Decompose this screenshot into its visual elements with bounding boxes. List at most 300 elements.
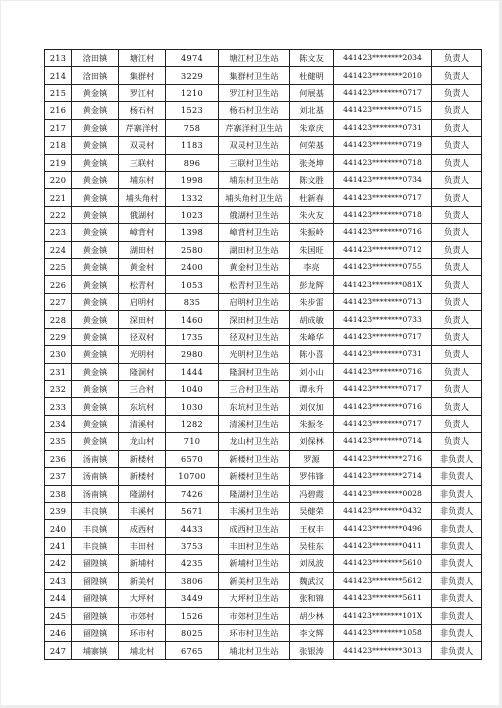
population-cell: 1023 xyxy=(166,206,219,223)
town-cell: 浛田镇 xyxy=(72,50,119,67)
row-number: 233 xyxy=(45,398,72,415)
town-cell: 黄金镇 xyxy=(72,241,119,258)
person-name-cell: 张银涛 xyxy=(290,642,334,659)
role-cell: 非负责人 xyxy=(432,624,482,641)
person-name-cell: 罗伟锋 xyxy=(290,468,334,485)
population-cell: 2400 xyxy=(166,259,219,276)
village-cell: 东坑村 xyxy=(119,398,166,415)
row-number: 219 xyxy=(45,154,72,171)
station-cell: 隆湖村卫生站 xyxy=(219,485,290,502)
population-cell: 3753 xyxy=(166,537,219,554)
table-row xyxy=(45,84,482,101)
document-page xyxy=(1,1,499,705)
station-cell: 湖田村卫生站 xyxy=(219,241,290,258)
town-cell: 黄金镇 xyxy=(72,224,119,241)
role-cell: 非负责人 xyxy=(432,502,482,519)
village-cell: 埔头角村 xyxy=(119,189,166,206)
person-name-cell: 谭永升 xyxy=(290,381,334,398)
role-cell: 非负责人 xyxy=(432,450,482,467)
id-number-cell: 441423********2714 xyxy=(334,468,432,485)
population-cell: 1398 xyxy=(166,224,219,241)
table-row xyxy=(45,102,482,119)
population-cell: 896 xyxy=(166,154,219,171)
table-row xyxy=(45,502,482,519)
town-cell: 黄金镇 xyxy=(72,119,119,136)
village-cell: 深田村 xyxy=(119,311,166,328)
village-cell: 埔北村 xyxy=(119,642,166,659)
station-cell: 清溪村卫生站 xyxy=(219,415,290,432)
table-row xyxy=(45,119,482,136)
village-cell: 新楼村 xyxy=(119,468,166,485)
station-cell: 大坪村卫生站 xyxy=(219,590,290,607)
town-cell: 黄金镇 xyxy=(72,276,119,293)
row-number: 215 xyxy=(45,84,72,101)
id-number-cell: 441423********0718 xyxy=(334,154,432,171)
town-cell: 黄金镇 xyxy=(72,137,119,154)
id-number-cell: 441423********0411 xyxy=(334,537,432,554)
population-cell: 1444 xyxy=(166,363,219,380)
village-cell: 光明村 xyxy=(119,346,166,363)
role-cell: 负责人 xyxy=(432,328,482,345)
id-number-cell: 441423********0731 xyxy=(334,346,432,363)
row-number: 234 xyxy=(45,415,72,432)
population-cell: 1282 xyxy=(166,415,219,432)
id-number-cell: 441423********0713 xyxy=(334,293,432,310)
village-cell: 清溪村 xyxy=(119,415,166,432)
role-cell: 非负责人 xyxy=(432,485,482,502)
population-cell: 4235 xyxy=(166,555,219,572)
id-number-cell: 441423********0719 xyxy=(334,137,432,154)
role-cell: 负责人 xyxy=(432,381,482,398)
population-cell: 3449 xyxy=(166,590,219,607)
id-number-cell: 441423********0717 xyxy=(334,415,432,432)
id-number-cell: 441423********0028 xyxy=(334,485,432,502)
role-cell: 负责人 xyxy=(432,206,482,223)
population-cell: 4433 xyxy=(166,520,219,537)
role-cell: 负责人 xyxy=(432,415,482,432)
station-cell: 新楼村卫生站 xyxy=(219,468,290,485)
id-number-cell: 441423********0715 xyxy=(334,102,432,119)
station-cell: 埔北村卫生站 xyxy=(219,642,290,659)
town-cell: 丰良镇 xyxy=(72,502,119,519)
row-number: 218 xyxy=(45,137,72,154)
role-cell: 负责人 xyxy=(432,398,482,415)
row-number: 237 xyxy=(45,468,72,485)
table-row xyxy=(45,311,482,328)
row-number: 244 xyxy=(45,590,72,607)
id-number-cell: 441423********0733 xyxy=(334,311,432,328)
row-number: 217 xyxy=(45,119,72,136)
row-number: 240 xyxy=(45,520,72,537)
person-name-cell: 冯碧霞 xyxy=(290,485,334,502)
town-cell: 浛田镇 xyxy=(72,67,119,84)
role-cell: 非负责人 xyxy=(432,520,482,537)
station-cell: 启明村卫生站 xyxy=(219,293,290,310)
station-cell: 三联村卫生站 xyxy=(219,154,290,171)
person-name-cell: 胡少林 xyxy=(290,607,334,624)
town-cell: 黄金镇 xyxy=(72,415,119,432)
person-name-cell: 朱火友 xyxy=(290,206,334,223)
village-cell: 大坪村 xyxy=(119,590,166,607)
village-cell: 丰田村 xyxy=(119,537,166,554)
role-cell: 负责人 xyxy=(432,311,482,328)
role-cell: 负责人 xyxy=(432,84,482,101)
table-row xyxy=(45,468,482,485)
person-name-cell: 张尧坤 xyxy=(290,154,334,171)
station-cell: 埔东村卫生站 xyxy=(219,171,290,188)
station-cell: 埔头角村卫生站 xyxy=(219,189,290,206)
row-number: 228 xyxy=(45,311,72,328)
town-cell: 汤南镇 xyxy=(72,468,119,485)
id-number-cell: 441423********0716 xyxy=(334,398,432,415)
person-name-cell: 杜新春 xyxy=(290,189,334,206)
row-number: 214 xyxy=(45,67,72,84)
station-cell: 俄湖村卫生站 xyxy=(219,206,290,223)
person-name-cell: 朱国旺 xyxy=(290,241,334,258)
id-number-cell: 441423********2034 xyxy=(334,50,432,67)
station-cell: 松青村卫生站 xyxy=(219,276,290,293)
station-cell: 东坑村卫生站 xyxy=(219,398,290,415)
id-number-cell: 441423********1058 xyxy=(334,624,432,641)
population-cell: 6570 xyxy=(166,450,219,467)
table-row xyxy=(45,590,482,607)
town-cell: 黄金镇 xyxy=(72,381,119,398)
row-number: 245 xyxy=(45,607,72,624)
row-number: 243 xyxy=(45,572,72,589)
role-cell: 负责人 xyxy=(432,363,482,380)
table-row xyxy=(45,171,482,188)
id-number-cell: 441423********0496 xyxy=(334,520,432,537)
person-name-cell: 何荣基 xyxy=(290,137,334,154)
population-cell: 1523 xyxy=(166,102,219,119)
table-row xyxy=(45,381,482,398)
role-cell: 非负责人 xyxy=(432,590,482,607)
town-cell: 黄金镇 xyxy=(72,259,119,276)
id-number-cell: 441423********0716 xyxy=(334,224,432,241)
town-cell: 留隍镇 xyxy=(72,572,119,589)
village-cell: 隆湖村 xyxy=(119,485,166,502)
station-cell: 三合村卫生站 xyxy=(219,381,290,398)
person-name-cell: 朱章庆 xyxy=(290,119,334,136)
row-number: 238 xyxy=(45,485,72,502)
person-name-cell: 魏武汉 xyxy=(290,572,334,589)
row-number: 224 xyxy=(45,241,72,258)
town-cell: 留隍镇 xyxy=(72,624,119,641)
village-cell: 嶂背村 xyxy=(119,224,166,241)
population-cell: 1030 xyxy=(166,398,219,415)
town-cell: 黄金镇 xyxy=(72,311,119,328)
id-number-cell: 441423********081X xyxy=(334,276,432,293)
person-name-cell: 刘北基 xyxy=(290,102,334,119)
village-cell: 黄金村 xyxy=(119,259,166,276)
role-cell: 负责人 xyxy=(432,189,482,206)
village-cell: 三联村 xyxy=(119,154,166,171)
population-cell: 710 xyxy=(166,433,219,450)
table-row xyxy=(45,276,482,293)
person-name-cell: 何展基 xyxy=(290,84,334,101)
person-name-cell: 刘仅加 xyxy=(290,398,334,415)
town-cell: 留隍镇 xyxy=(72,607,119,624)
row-number: 239 xyxy=(45,502,72,519)
table-row xyxy=(45,154,482,171)
table-row xyxy=(45,346,482,363)
table-row xyxy=(45,450,482,467)
table-row xyxy=(45,485,482,502)
id-number-cell: 441423********0432 xyxy=(334,502,432,519)
station-cell: 嶂背村卫生站 xyxy=(219,224,290,241)
station-cell: 隆洞村卫生站 xyxy=(219,363,290,380)
id-number-cell: 441423********0716 xyxy=(334,363,432,380)
person-name-cell: 罗源 xyxy=(290,450,334,467)
id-number-cell: 441423********101X xyxy=(334,607,432,624)
village-cell: 芹寨洋村 xyxy=(119,119,166,136)
village-cell: 环市村 xyxy=(119,624,166,641)
village-cell: 集群村 xyxy=(119,67,166,84)
table-body xyxy=(45,50,482,660)
person-name-cell: 朱振岭 xyxy=(290,224,334,241)
role-cell: 非负责人 xyxy=(432,555,482,572)
town-cell: 丰良镇 xyxy=(72,520,119,537)
person-name-cell: 彭龙辉 xyxy=(290,276,334,293)
row-number: 242 xyxy=(45,555,72,572)
village-cell: 塘江村 xyxy=(119,50,166,67)
station-cell: 市郊村卫生站 xyxy=(219,607,290,624)
town-cell: 黄金镇 xyxy=(72,398,119,415)
table-row xyxy=(45,189,482,206)
row-number: 222 xyxy=(45,206,72,223)
station-cell: 黄金村卫生站 xyxy=(219,259,290,276)
row-number: 220 xyxy=(45,171,72,188)
person-name-cell: 朱峰华 xyxy=(290,328,334,345)
role-cell: 负责人 xyxy=(432,67,482,84)
population-cell: 758 xyxy=(166,119,219,136)
role-cell: 负责人 xyxy=(432,433,482,450)
station-cell: 新美村卫生站 xyxy=(219,572,290,589)
role-cell: 负责人 xyxy=(432,241,482,258)
table-row xyxy=(45,224,482,241)
population-cell: 7426 xyxy=(166,485,219,502)
table-row xyxy=(45,206,482,223)
row-number: 221 xyxy=(45,189,72,206)
role-cell: 负责人 xyxy=(432,259,482,276)
station-cell: 环市村卫生站 xyxy=(219,624,290,641)
population-cell: 6765 xyxy=(166,642,219,659)
row-number: 236 xyxy=(45,450,72,467)
village-cell: 隆洞村 xyxy=(119,363,166,380)
person-name-cell: 杜健明 xyxy=(290,67,334,84)
person-name-cell: 陈文友 xyxy=(290,50,334,67)
role-cell: 负责人 xyxy=(432,346,482,363)
person-name-cell: 李亮 xyxy=(290,259,334,276)
population-cell: 1040 xyxy=(166,381,219,398)
row-number: 226 xyxy=(45,276,72,293)
village-cell: 杨石村 xyxy=(119,102,166,119)
row-number: 230 xyxy=(45,346,72,363)
population-cell: 4974 xyxy=(166,50,219,67)
table-row xyxy=(45,241,482,258)
village-cell: 新美村 xyxy=(119,572,166,589)
village-cell: 双灵村 xyxy=(119,137,166,154)
station-cell: 集群村卫生站 xyxy=(219,67,290,84)
role-cell: 负责人 xyxy=(432,50,482,67)
row-number: 232 xyxy=(45,381,72,398)
row-number: 247 xyxy=(45,642,72,659)
id-number-cell: 441423********2010 xyxy=(334,67,432,84)
row-number: 213 xyxy=(45,50,72,67)
id-number-cell: 441423********3013 xyxy=(334,642,432,659)
person-name-cell: 刘保林 xyxy=(290,433,334,450)
town-cell: 留隍镇 xyxy=(72,590,119,607)
table-row xyxy=(45,607,482,624)
town-cell: 黄金镇 xyxy=(72,171,119,188)
row-number: 225 xyxy=(45,259,72,276)
table-row xyxy=(45,398,482,415)
population-cell: 1526 xyxy=(166,607,219,624)
id-number-cell: 441423********2716 xyxy=(334,450,432,467)
person-name-cell: 陈文胜 xyxy=(290,171,334,188)
role-cell: 负责人 xyxy=(432,137,482,154)
station-cell: 芹寨洋村卫生站 xyxy=(219,119,290,136)
role-cell: 负责人 xyxy=(432,154,482,171)
village-cell: 新埔村 xyxy=(119,555,166,572)
row-number: 216 xyxy=(45,102,72,119)
village-cell: 松青村 xyxy=(119,276,166,293)
table-row xyxy=(45,363,482,380)
id-number-cell: 441423********5612 xyxy=(334,572,432,589)
role-cell: 负责人 xyxy=(432,293,482,310)
role-cell: 负责人 xyxy=(432,102,482,119)
table-row xyxy=(45,433,482,450)
population-cell: 3229 xyxy=(166,67,219,84)
village-cell: 湖田村 xyxy=(119,241,166,258)
village-cell: 罗江村 xyxy=(119,84,166,101)
town-cell: 黄金镇 xyxy=(72,433,119,450)
station-cell: 新楼村卫生站 xyxy=(219,450,290,467)
population-cell: 2980 xyxy=(166,346,219,363)
role-cell: 非负责人 xyxy=(432,607,482,624)
row-number: 235 xyxy=(45,433,72,450)
station-cell: 光明村卫生站 xyxy=(219,346,290,363)
person-name-cell: 刘凤波 xyxy=(290,555,334,572)
id-number-cell: 441423********0734 xyxy=(334,171,432,188)
town-cell: 黄金镇 xyxy=(72,363,119,380)
population-cell: 835 xyxy=(166,293,219,310)
station-cell: 双灵村卫生站 xyxy=(219,137,290,154)
table-row xyxy=(45,328,482,345)
station-cell: 深田村卫生站 xyxy=(219,311,290,328)
population-cell: 8025 xyxy=(166,624,219,641)
id-number-cell: 441423********0717 xyxy=(334,84,432,101)
table-row xyxy=(45,537,482,554)
id-number-cell: 441423********0755 xyxy=(334,259,432,276)
population-cell: 5671 xyxy=(166,502,219,519)
person-name-cell: 陈小喜 xyxy=(290,346,334,363)
village-cell: 埔东村 xyxy=(119,171,166,188)
population-cell: 10700 xyxy=(166,468,219,485)
station-cell: 成西村卫生站 xyxy=(219,520,290,537)
person-name-cell: 胡成敏 xyxy=(290,311,334,328)
population-cell: 1183 xyxy=(166,137,219,154)
town-cell: 丰良镇 xyxy=(72,537,119,554)
village-cell: 径双村 xyxy=(119,328,166,345)
role-cell: 负责人 xyxy=(432,276,482,293)
town-cell: 黄金镇 xyxy=(72,328,119,345)
person-name-cell: 朱步雷 xyxy=(290,293,334,310)
station-cell: 杨石村卫生站 xyxy=(219,102,290,119)
village-cell: 市郊村 xyxy=(119,607,166,624)
town-cell: 埔寨镇 xyxy=(72,642,119,659)
role-cell: 非负责人 xyxy=(432,468,482,485)
person-name-cell: 朱振冬 xyxy=(290,415,334,432)
id-number-cell: 441423********0712 xyxy=(334,241,432,258)
village-cell: 龙山村 xyxy=(119,433,166,450)
population-cell: 1460 xyxy=(166,311,219,328)
station-cell: 丰田村卫生站 xyxy=(219,537,290,554)
town-cell: 黄金镇 xyxy=(72,293,119,310)
person-name-cell: 吴健荣 xyxy=(290,502,334,519)
row-number: 227 xyxy=(45,293,72,310)
row-number: 231 xyxy=(45,363,72,380)
town-cell: 黄金镇 xyxy=(72,84,119,101)
station-cell: 塘江村卫生站 xyxy=(219,50,290,67)
person-name-cell: 王权丰 xyxy=(290,520,334,537)
row-number: 223 xyxy=(45,224,72,241)
table-row xyxy=(45,624,482,641)
town-cell: 黄金镇 xyxy=(72,102,119,119)
id-number-cell: 441423********5611 xyxy=(334,590,432,607)
table-row xyxy=(45,293,482,310)
station-cell: 龙山村卫生站 xyxy=(219,433,290,450)
id-number-cell: 441423********0717 xyxy=(334,328,432,345)
table-row xyxy=(45,520,482,537)
row-number: 246 xyxy=(45,624,72,641)
role-cell: 负责人 xyxy=(432,224,482,241)
village-cell: 三合村 xyxy=(119,381,166,398)
table-row xyxy=(45,555,482,572)
id-number-cell: 441423********0731 xyxy=(334,119,432,136)
population-cell: 2580 xyxy=(166,241,219,258)
station-cell: 新埔村卫生站 xyxy=(219,555,290,572)
town-cell: 汤南镇 xyxy=(72,450,119,467)
table-row xyxy=(45,415,482,432)
town-cell: 留隍镇 xyxy=(72,555,119,572)
town-cell: 汤南镇 xyxy=(72,485,119,502)
station-cell: 罗江村卫生站 xyxy=(219,84,290,101)
id-number-cell: 441423********0717 xyxy=(334,189,432,206)
town-cell: 黄金镇 xyxy=(72,206,119,223)
role-cell: 非负责人 xyxy=(432,572,482,589)
person-name-cell: 李文辉 xyxy=(290,624,334,641)
id-number-cell: 441423********5610 xyxy=(334,555,432,572)
population-cell: 1053 xyxy=(166,276,219,293)
role-cell: 非负责人 xyxy=(432,537,482,554)
village-cell: 新楼村 xyxy=(119,450,166,467)
id-number-cell: 441423********0718 xyxy=(334,206,432,223)
station-cell: 径双村卫生站 xyxy=(219,328,290,345)
row-number: 241 xyxy=(45,537,72,554)
table-row xyxy=(45,67,482,84)
village-cell: 启明村 xyxy=(119,293,166,310)
station-cell: 丰溪村卫生站 xyxy=(219,502,290,519)
population-cell: 1332 xyxy=(166,189,219,206)
table-row xyxy=(45,642,482,659)
table-row xyxy=(45,259,482,276)
role-cell: 负责人 xyxy=(432,119,482,136)
person-name-cell: 张和锦 xyxy=(290,590,334,607)
table-row xyxy=(45,137,482,154)
role-cell: 非负责人 xyxy=(432,642,482,659)
row-number: 229 xyxy=(45,328,72,345)
